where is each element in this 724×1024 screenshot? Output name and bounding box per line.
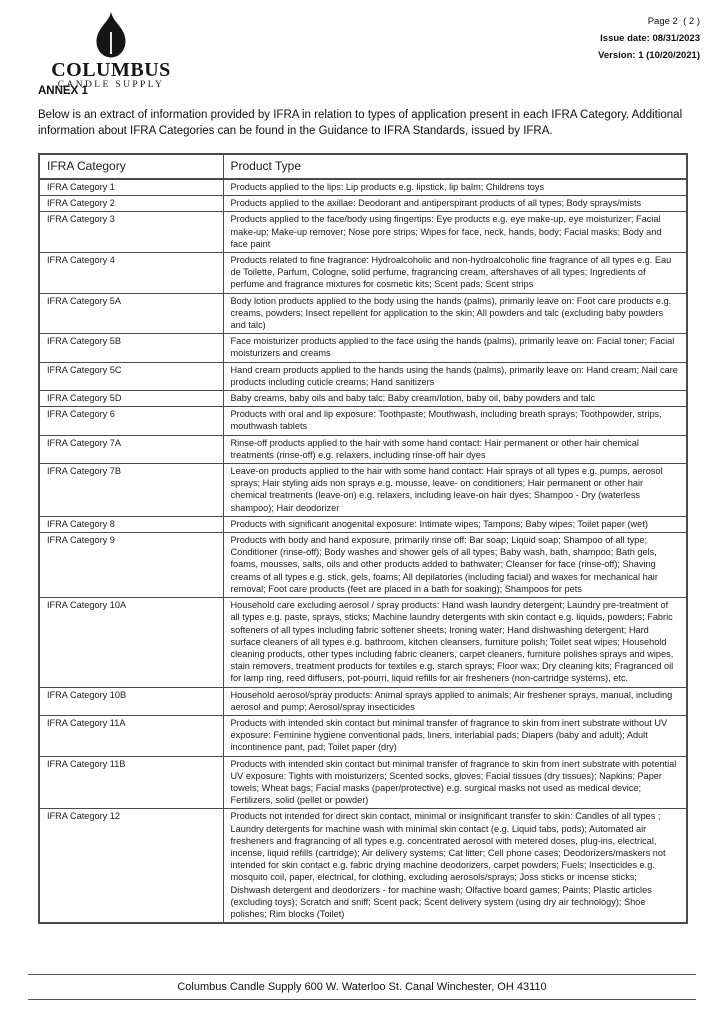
table-row — [39, 516, 687, 532]
product-type-cell: Products with intended skin contact but minimal transfer of fragrance to skin from inert substrate with potential UV exposure: Tights with moisturizers; Scented socks, gloves; Facial tissues (dry tissues); Napkins; Paper towels; Wheat bags; Facial masks (paper/protective) e.g. surgical masks not used as medical device; Fertilizers, solid (pellet or powder) — [223, 756, 687, 809]
footer — [28, 974, 696, 1000]
table-row — [39, 391, 687, 407]
ifra-category-cell: IFRA Category 5A — [39, 293, 223, 334]
ifra-category-cell: IFRA Category 8 — [39, 516, 223, 532]
brand-subtitle: CANDLE SUPPLY — [57, 80, 165, 90]
table-row — [39, 715, 687, 756]
table-row — [39, 179, 687, 196]
ifra-category-cell: IFRA Category 7A — [39, 435, 223, 463]
ifra-table-body — [39, 179, 687, 923]
document-meta — [598, 13, 700, 64]
ifra-category-cell: IFRA Category 4 — [39, 253, 223, 294]
ifra-category-cell: IFRA Category 1 — [39, 179, 223, 196]
product-type-cell: Household care excluding aerosol / spray products: Hand wash laundry detergent; Laundry pre-treatment of all types e.g. paste, sprays, sticks; Machine laundry detergents with skin contact e.g. liquids, powders; Fabric softeners of all types including fabric softener sheets; Ironing water; Hand dishwashing detergent; Hard surface cleaners of all types e.g. bathroom, kitchen cleansers, furniture polish; Toilet seat wipes; Household cleaning products, other types including fabric cleaners, carpet cleaners, furniture polishes sprays and wipes, stain removers, treatment products for textiles e.g. starch sprays; Floor wax; Dry cleaning kits; Fragranced oil for lamp ring, reed diffusers, pot-pourri, liquid refills for air fresheners (non-cartridge systems), etc. — [223, 598, 687, 687]
table-row — [39, 253, 687, 294]
product-type-cell: Hand cream products applied to the hands using the hands (palms), primarily leave on: Hand cream; Nail care products including cuticle creams; Hand sanitizers — [223, 362, 687, 390]
ifra-category-cell: IFRA Category 7B — [39, 464, 223, 517]
product-type-cell: Products with significant anogenital exposure: Intimate wipes; Tampons; Baby wipes; Toilet paper (wet) — [223, 516, 687, 532]
product-type-cell: Products applied to the axillae: Deodorant and antiperspirant products of all types; Body sprays/mists — [223, 196, 687, 212]
footer-address: Columbus Candle Supply 600 W. Waterloo St. Canal Winchester, OH 43110 — [177, 981, 547, 993]
table-row — [39, 464, 687, 517]
table-row — [39, 687, 687, 715]
product-type-cell: Products applied to the face/body using fingertips: Eye products e.g. eye make-up, eye moisturizer; Facial make-up; Make-up remover; Nose pore strips; Wipes for face, neck, hands, body; Facial masks; Body and face paint — [223, 212, 687, 253]
product-type-cell: Leave-on products applied to the hair with some hand contact: Hair sprays of all types e.g. pumps, aerosol sprays; Hair styling aids non sprays e.g. mousse, leave- on conditioners; Hair permanent or other hair chemical treatments (leave-on) e.g. relaxers, including leave-on hair dyes; Shampoo - Dry (waterless shampoo); Hair deodorizer — [223, 464, 687, 517]
table-row — [39, 809, 687, 923]
product-type-cell: Products with intended skin contact but minimal transfer of fragrance to skin from inert substrate without UV exposure: Feminine hygiene conventional pads, liners, interlabial pads; Diapers (baby and adult); Adult incontinence pant, pad; Toilet paper (dry) — [223, 715, 687, 756]
version-info: Version: 1 (10/20/2021) — [598, 50, 700, 61]
ifra-category-cell: IFRA Category 11A — [39, 715, 223, 756]
product-type-cell: Baby creams, baby oils and baby talc: Baby cream/lotion, baby oil, baby powders and talc — [223, 391, 687, 407]
product-type-cell: Products with oral and lip exposure: Toothpaste; Mouthwash, including breath sprays; Toothpowder, strips, mouthwash tablets — [223, 407, 687, 435]
table-row — [39, 407, 687, 435]
product-type-cell: Products with body and hand exposure, primarily rinse off: Bar soap; Liquid soap; Shampoo of all type; Conditioner (rinse-off); Body washes and shower gels of all types; Baby wash, bath, shampoo; Bath gels, foams, mousses, salts, oils and other products added to bathwater; Cleanser for face (rinse-off); Shaving creams of all types e.g. stick, gels, foams; All depilatories (including facial) and waxes for mechanical hair removal; Foot care products (feet are placed in a bath for soaking); Shampoos for pets — [223, 533, 687, 598]
brand-name: COLUMBUS — [51, 59, 171, 81]
ifra-category-cell: IFRA Category 5C — [39, 362, 223, 390]
table-row — [39, 756, 687, 809]
product-type-cell: Face moisturizer products applied to the face using the hands (palms), primarily leave on: Facial toner; Facial moisturizers and creams — [223, 334, 687, 362]
company-logo — [50, 12, 172, 91]
table-row — [39, 362, 687, 390]
intro-paragraph: Below is an extract of information provided by IFRA in relation to types of application present in each IFRA Category. Additional information about IFRA Categories can be found in the Guidance to IFRA Standards, issued by IFRA. — [38, 109, 683, 137]
product-type-cell: Household aerosol/spray products: Animal sprays applied to animals; Air freshener sprays, manual, including aerosol and pump; Aerosol/spray insecticides — [223, 687, 687, 715]
table-row — [39, 598, 687, 687]
table-row — [39, 334, 687, 362]
ifra-category-cell: IFRA Category 3 — [39, 212, 223, 253]
product-type-cell: Products not intended for direct skin contact, minimal or insignificant transfer to skin: Candles of all types ; Laundry detergents for machine wash with minimal skin contact (e.g. Liquid tabs, pods); Automated air fresheners and fragrancing of all types e.g. concentrated aerosol with metered doses, plug-ins, electrical, incense, liquid refills (cartridge); Air delivery systems; Cat litter; Cell phone cases; Deodorizers/maskers not intended for skin contact e.g. fabric drying machine deodorizers, carpet powders; Fuels; Insecticides e.g. mosquito coil, paper, electrical, for clothing, excluding aerosols/sprays; Joss sticks or incense sticks; Dishwash detergent and deodorizers - for machine wash; Olfactive board games; Paints; Plastic articles (excluding toys); Scratch and sniff; Scent pack; Scent delivery system (using dry air technology); Shoe polishes; Rim blocks (Toilet) — [223, 809, 687, 923]
column-header-ifra-category: IFRA Category — [39, 154, 223, 179]
flame-icon — [92, 12, 130, 59]
ifra-category-cell: IFRA Category 10B — [39, 687, 223, 715]
ifra-category-cell: IFRA Category 9 — [39, 533, 223, 598]
table-row — [39, 212, 687, 253]
table-row — [39, 293, 687, 334]
table-header-row — [39, 154, 687, 179]
ifra-category-cell: IFRA Category 5D — [39, 391, 223, 407]
table-row — [39, 196, 687, 212]
product-type-cell: Products related to fine fragrance: Hydroalcoholic and non-hydroalcoholic fine fragrance of all types e.g. Eau de Toilette, Parfum, Cologne, solid perfume, fragrancing cream, aftershaves of all types; Ingredients of perfume and fragrance mixtures for cosmetic kits; Scent pads; Scent strips — [223, 253, 687, 294]
ifra-category-cell: IFRA Category 10A — [39, 598, 223, 687]
page-number: Page 2 ( 2 ) — [647, 16, 700, 27]
ifra-category-cell: IFRA Category 6 — [39, 407, 223, 435]
product-type-cell: Products applied to the lips: Lip products e.g. lipstick, lip balm; Childrens toys — [223, 179, 687, 196]
ifra-category-table — [38, 153, 688, 924]
annex-title: ANNEX 1 — [38, 85, 88, 97]
table-row — [39, 533, 687, 598]
ifra-category-cell: IFRA Category 2 — [39, 196, 223, 212]
product-type-cell: Body lotion products applied to the body using the hands (palms), primarily leave on: Foot care products e.g. creams, powders; Insect repellent for application to the skin; All powders and talc (excluding baby powders and talc) — [223, 293, 687, 334]
ifra-category-cell: IFRA Category 11B — [39, 756, 223, 809]
table-row — [39, 435, 687, 463]
ifra-category-cell: IFRA Category 12 — [39, 809, 223, 923]
ifra-category-cell: IFRA Category 5B — [39, 334, 223, 362]
issue-date: Issue date: 08/31/2023 — [600, 33, 700, 44]
column-header-product-type: Product Type — [223, 154, 687, 179]
product-type-cell: Rinse-off products applied to the hair with some hand contact: Hair permanent or other hair chemical treatments (rinse-off) e.g. relaxers, including rinse-off hair dyes — [223, 435, 687, 463]
